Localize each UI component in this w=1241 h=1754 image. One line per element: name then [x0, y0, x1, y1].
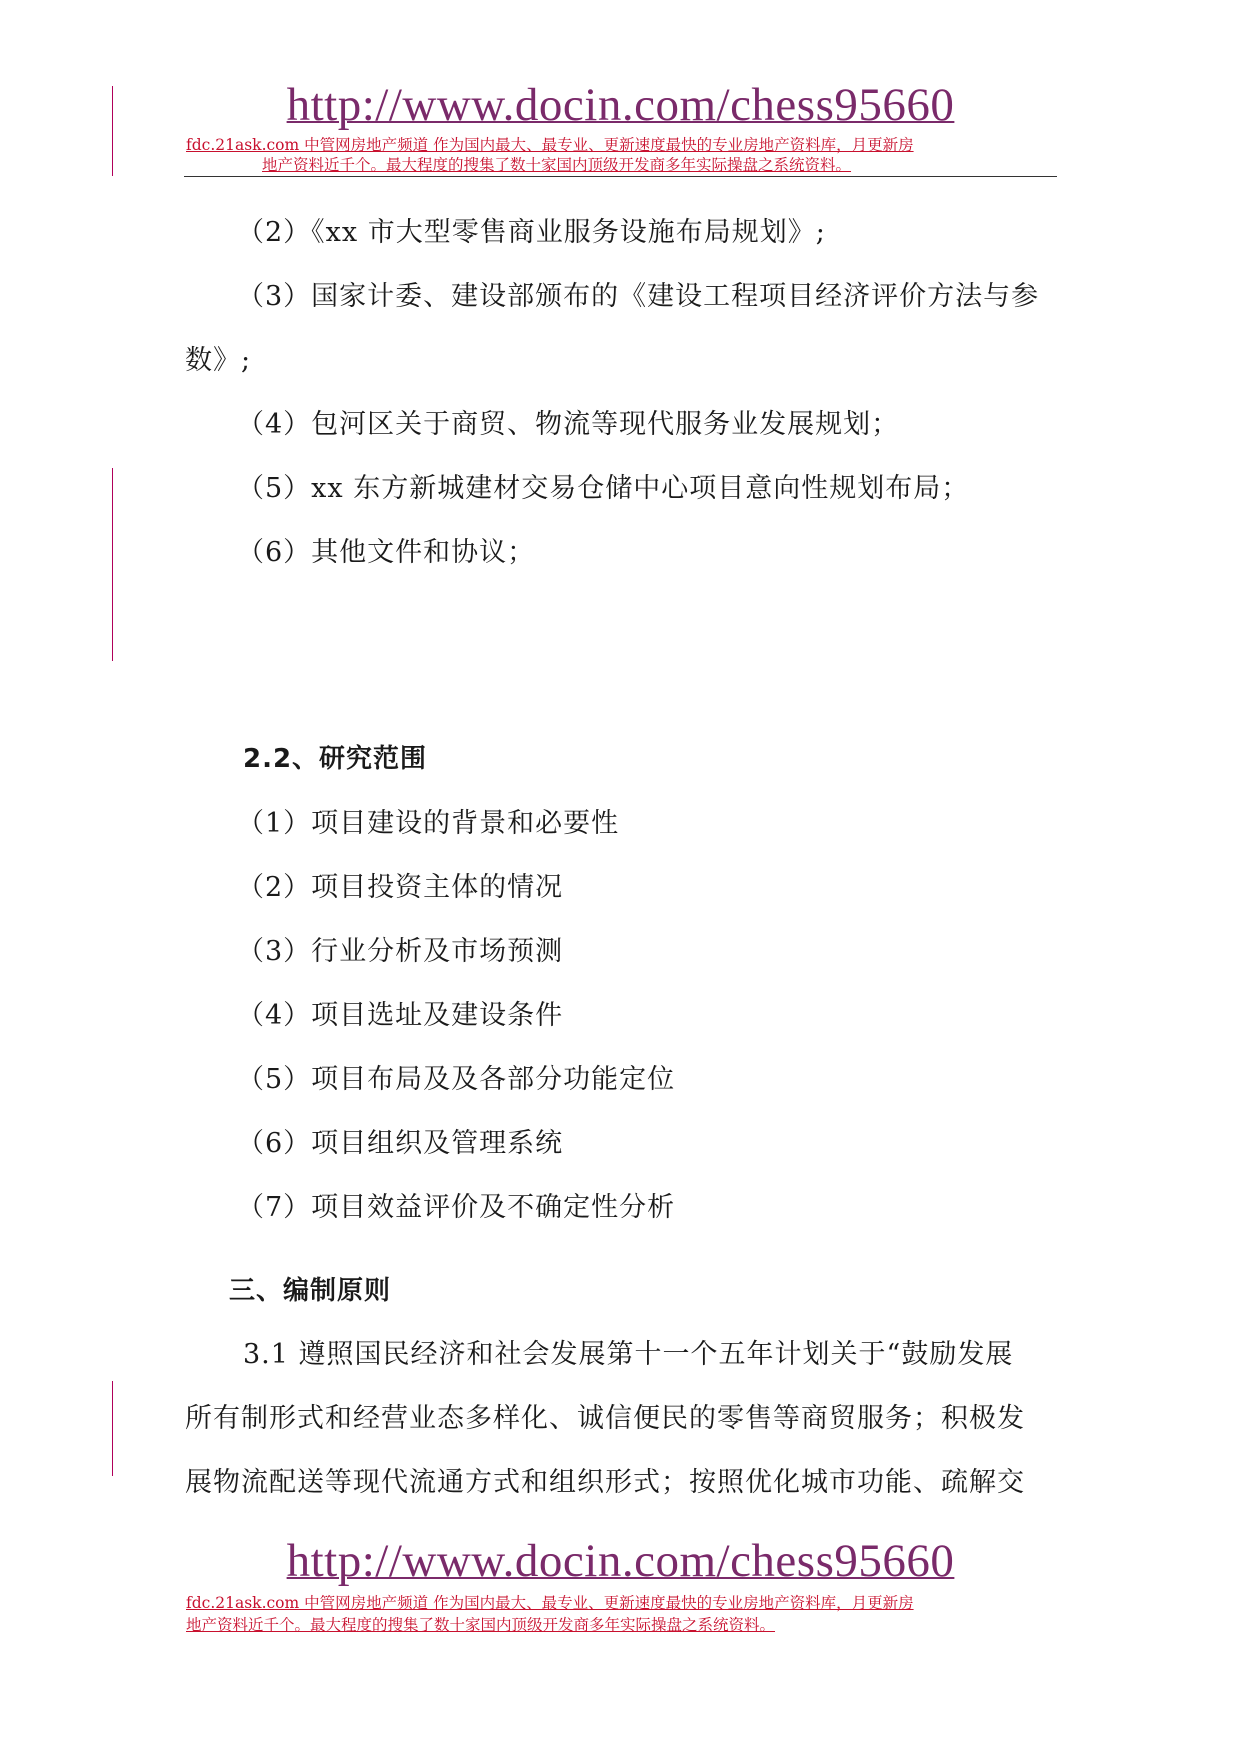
basis-item-2: （2）《xx 市大型零售商业服务设施布局规划》; [237, 217, 826, 248]
principle-para-line1: 3.1 遵照国民经济和社会发展第十一个五年计划关于“鼓励发展 [243, 1339, 1014, 1370]
basis-item-3: （3）国家计委、建设部颁布的《建设工程项目经济评价方法与参 [237, 281, 1040, 312]
watermark-note-bottom-line1: fdc.21ask.com 中管网房地产频道 作为国内最大、最专业、更新速度最快的专业房地产资料库，月更新房 [186, 1594, 914, 1612]
watermark-url-top[interactable]: http://www.docin.com/chess95660 [286, 79, 955, 131]
section-2-2-heading: 2.2、研究范围 [243, 744, 428, 774]
change-bar-middle [112, 468, 113, 661]
basis-item-3-cont: 数》; [185, 345, 252, 376]
watermark-url-bottom[interactable]: http://www.docin.com/chess95660 [286, 1535, 955, 1587]
scope-item-7: （7）项目效益评价及不确定性分析 [237, 1192, 676, 1223]
section-3-heading: 三、编制原则 [229, 1276, 392, 1306]
basis-item-5: （5）xx 东方新城建材交易仓储中心项目意向性规划布局； [237, 473, 970, 504]
change-bar-bottom [112, 1381, 113, 1476]
principle-para-line2: 所有制形式和经营业态多样化、诚信便民的零售等商贸服务；积极发 [185, 1403, 1025, 1434]
basis-item-6: （6）其他文件和协议； [237, 537, 536, 568]
scope-item-3: （3）行业分析及市场预测 [237, 936, 564, 967]
watermark-note-top-line1: fdc.21ask.com 中管网房地产频道 作为国内最大、最专业、更新速度最快的专业房地产资料库，月更新房 [186, 136, 914, 154]
header-rule [184, 176, 1057, 177]
scope-item-4: （4）项目选址及建设条件 [237, 1000, 564, 1031]
scope-item-5: （5）项目布局及及各部分功能定位 [237, 1064, 676, 1095]
scope-item-6: （6）项目组织及管理系统 [237, 1128, 564, 1159]
scope-item-2: （2）项目投资主体的情况 [237, 872, 564, 903]
watermark-note-top-line2: 地产资料近千个。最大程度的搜集了数十家国内顶级开发商多年实际操盘之系统资料。 [262, 156, 852, 174]
principle-para-line3: 展物流配送等现代流通方式和组织形式；按照优化城市功能、疏解交 [185, 1467, 1025, 1498]
scope-item-1: （1）项目建设的背景和必要性 [237, 808, 620, 839]
basis-item-4: （4）包河区关于商贸、物流等现代服务业发展规划； [237, 409, 900, 440]
watermark-note-bottom-line2: 地产资料近千个。最大程度的搜集了数十家国内顶级开发商多年实际操盘之系统资料。 [186, 1616, 776, 1634]
